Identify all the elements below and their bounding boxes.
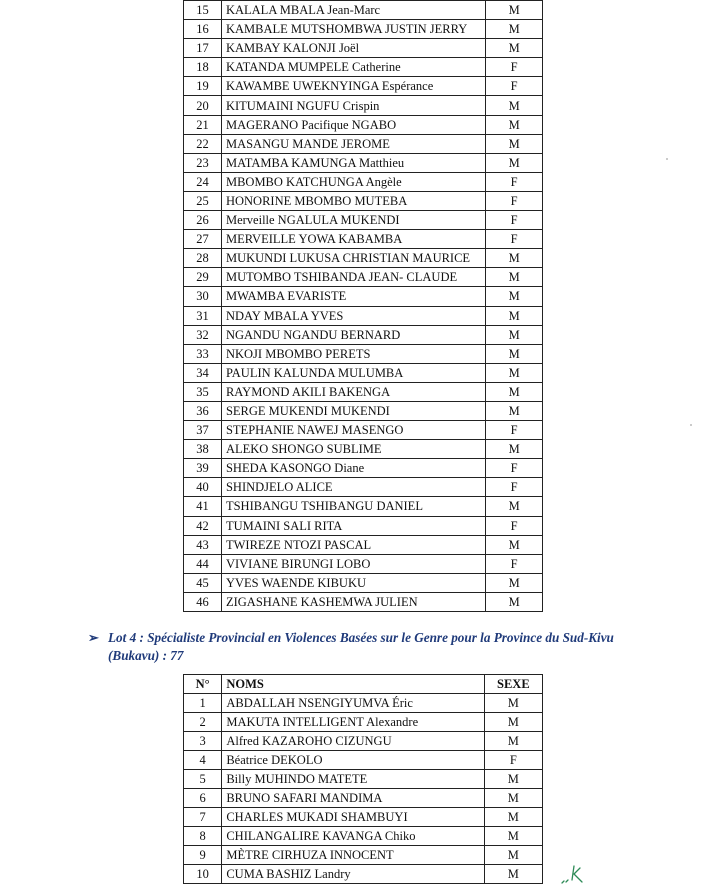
signature-icon bbox=[558, 852, 598, 884]
row-sex: M bbox=[484, 694, 542, 713]
table-row bbox=[184, 96, 543, 115]
table-row bbox=[184, 77, 543, 96]
header-names: NOMS bbox=[222, 675, 484, 694]
arrow-bullet-icon: ➢ bbox=[88, 630, 100, 645]
row-sex: M bbox=[486, 1, 543, 20]
row-sex: M bbox=[486, 363, 543, 382]
row-number: 36 bbox=[184, 401, 222, 420]
row-number: 37 bbox=[184, 421, 222, 440]
row-sex: F bbox=[486, 459, 543, 478]
row-name: NDAY MBALA YVES bbox=[221, 306, 485, 325]
header-row bbox=[184, 675, 543, 694]
table-row bbox=[184, 363, 543, 382]
row-number: 38 bbox=[184, 440, 222, 459]
row-sex: M bbox=[484, 732, 542, 751]
row-number: 43 bbox=[184, 535, 222, 554]
row-name: MBOMBO KATCHUNGA Angèle bbox=[221, 172, 485, 191]
row-sex: M bbox=[486, 344, 543, 363]
row-name: Merveille NGALULA MUKENDI bbox=[221, 211, 485, 230]
table-row bbox=[184, 268, 543, 287]
table-row bbox=[184, 554, 543, 573]
table-row bbox=[184, 592, 543, 611]
row-name: KALALA MBALA Jean-Marc bbox=[221, 1, 485, 20]
row-number: 21 bbox=[184, 115, 222, 134]
row-name: MÈTRE CIRHUZA INNOCENT bbox=[222, 846, 484, 865]
table-row bbox=[184, 20, 543, 39]
row-name: NKOJI MBOMBO PERETS bbox=[221, 344, 485, 363]
table-row bbox=[184, 211, 543, 230]
row-name: CHILANGALIRE KAVANGA Chiko bbox=[222, 827, 484, 846]
row-number: 15 bbox=[184, 1, 222, 20]
row-number: 29 bbox=[184, 268, 222, 287]
row-sex: F bbox=[486, 191, 543, 210]
row-name: ABDALLAH NSENGIYUMVA Éric bbox=[222, 694, 484, 713]
row-name: MATAMBA KAMUNGA Matthieu bbox=[221, 153, 485, 172]
row-name: KAMBAY KALONJI Joël bbox=[221, 39, 485, 58]
row-number: 41 bbox=[184, 497, 222, 516]
row-number: 7 bbox=[184, 808, 222, 827]
header-number: N° bbox=[184, 675, 222, 694]
table-row bbox=[184, 421, 543, 440]
row-name: BRUNO SAFARI MANDIMA bbox=[222, 789, 484, 808]
table-row bbox=[184, 1, 543, 20]
lot-4-title: Lot 4 : Spécialiste Provincial en Violences Basées sur le Genre pour la Province du Sud-Kivu bbox=[108, 630, 614, 645]
row-number: 16 bbox=[184, 20, 222, 39]
row-sex: M bbox=[484, 713, 542, 732]
row-name: HONORINE MBOMBO MUTEBA bbox=[221, 191, 485, 210]
table-row bbox=[184, 382, 543, 401]
row-name: KATANDA MUMPELE Catherine bbox=[221, 58, 485, 77]
row-name: Alfred KAZAROHO CIZUNGU bbox=[222, 732, 484, 751]
row-number: 18 bbox=[184, 58, 222, 77]
row-number: 32 bbox=[184, 325, 222, 344]
table-row bbox=[184, 865, 543, 884]
row-name: ALEKO SHONGO SUBLIME bbox=[221, 440, 485, 459]
row-number: 3 bbox=[184, 732, 222, 751]
row-sex: F bbox=[486, 516, 543, 535]
row-number: 39 bbox=[184, 459, 222, 478]
row-name: TWIREZE NTOZI PASCAL bbox=[221, 535, 485, 554]
table-row bbox=[184, 713, 543, 732]
scan-speck bbox=[690, 424, 692, 426]
scan-speck bbox=[666, 158, 668, 160]
row-name: Béatrice DEKOLO bbox=[222, 751, 484, 770]
table-row bbox=[184, 344, 543, 363]
row-number: 19 bbox=[184, 77, 222, 96]
row-sex: M bbox=[486, 134, 543, 153]
candidates-table-continued bbox=[183, 0, 543, 612]
row-sex: F bbox=[486, 478, 543, 497]
row-sex: M bbox=[484, 827, 542, 846]
row-sex: M bbox=[486, 39, 543, 58]
row-name: STEPHANIE NAWEJ MASENGO bbox=[221, 421, 485, 440]
header-sex: SEXE bbox=[484, 675, 542, 694]
row-sex: M bbox=[486, 115, 543, 134]
row-sex: F bbox=[486, 58, 543, 77]
row-sex: M bbox=[486, 592, 543, 611]
row-sex: M bbox=[486, 153, 543, 172]
row-sex: M bbox=[486, 20, 543, 39]
row-sex: M bbox=[484, 846, 542, 865]
table-body bbox=[184, 1, 543, 612]
row-sex: M bbox=[486, 535, 543, 554]
table-row bbox=[184, 478, 543, 497]
row-sex: M bbox=[486, 497, 543, 516]
row-number: 33 bbox=[184, 344, 222, 363]
table-row bbox=[184, 440, 543, 459]
row-number: 10 bbox=[184, 865, 222, 884]
row-name: MAKUTA INTELLIGENT Alexandre bbox=[222, 713, 484, 732]
row-number: 17 bbox=[184, 39, 222, 58]
row-number: 6 bbox=[184, 789, 222, 808]
table-row bbox=[184, 516, 543, 535]
row-sex: M bbox=[484, 865, 542, 884]
row-number: 22 bbox=[184, 134, 222, 153]
row-name: TUMAINI SALI RITA bbox=[221, 516, 485, 535]
table-row bbox=[184, 401, 543, 420]
table-row bbox=[184, 751, 543, 770]
row-number: 2 bbox=[184, 713, 222, 732]
row-name: CUMA BASHIZ Landry bbox=[222, 865, 484, 884]
lot-4-count: (Bukavu) : 77 bbox=[108, 648, 184, 663]
row-number: 4 bbox=[184, 751, 222, 770]
row-sex: M bbox=[486, 268, 543, 287]
table-row bbox=[184, 306, 543, 325]
row-number: 46 bbox=[184, 592, 222, 611]
table-row bbox=[184, 325, 543, 344]
row-number: 26 bbox=[184, 211, 222, 230]
row-number: 9 bbox=[184, 846, 222, 865]
row-number: 44 bbox=[184, 554, 222, 573]
row-sex: F bbox=[484, 751, 542, 770]
row-number: 45 bbox=[184, 573, 222, 592]
table-row bbox=[184, 827, 543, 846]
table-row bbox=[184, 249, 543, 268]
row-name: TSHIBANGU TSHIBANGU DANIEL bbox=[221, 497, 485, 516]
table-body bbox=[184, 694, 543, 884]
row-sex: M bbox=[486, 401, 543, 420]
row-name: Billy MUHINDO MATETE bbox=[222, 770, 484, 789]
row-number: 20 bbox=[184, 96, 222, 115]
table-row bbox=[184, 732, 543, 751]
row-sex: F bbox=[486, 230, 543, 249]
table-row bbox=[184, 287, 543, 306]
row-sex: F bbox=[486, 554, 543, 573]
table-row bbox=[184, 134, 543, 153]
row-name: VIVIANE BIRUNGI LOBO bbox=[221, 554, 485, 573]
table-header bbox=[184, 675, 543, 694]
row-sex: F bbox=[486, 172, 543, 191]
table-row bbox=[184, 459, 543, 478]
row-name: MAGERANO Pacifique NGABO bbox=[221, 115, 485, 134]
table-row bbox=[184, 694, 543, 713]
row-number: 35 bbox=[184, 382, 222, 401]
row-name: CHARLES MUKADI SHAMBUYI bbox=[222, 808, 484, 827]
table-row bbox=[184, 58, 543, 77]
table-row bbox=[184, 153, 543, 172]
lot-4-candidates-table bbox=[183, 674, 543, 884]
row-name: MERVEILLE YOWA KABAMBA bbox=[221, 230, 485, 249]
row-name: KAMBALE MUTSHOMBWA JUSTIN JERRY bbox=[221, 20, 485, 39]
row-sex: M bbox=[486, 440, 543, 459]
row-sex: M bbox=[486, 287, 543, 306]
row-sex: M bbox=[486, 96, 543, 115]
row-sex: M bbox=[484, 770, 542, 789]
row-number: 5 bbox=[184, 770, 222, 789]
table-row bbox=[184, 497, 543, 516]
row-sex: M bbox=[486, 382, 543, 401]
row-sex: M bbox=[486, 249, 543, 268]
row-sex: M bbox=[484, 808, 542, 827]
table-row bbox=[184, 39, 543, 58]
row-sex: F bbox=[486, 211, 543, 230]
row-name: KITUMAINI NGUFU Crispin bbox=[221, 96, 485, 115]
lot-4-heading bbox=[88, 629, 688, 665]
row-number: 8 bbox=[184, 827, 222, 846]
row-number: 28 bbox=[184, 249, 222, 268]
row-name: MUTOMBO TSHIBANDA JEAN- CLAUDE bbox=[221, 268, 485, 287]
row-name: KAWAMBE UWEKNYINGA Espérance bbox=[221, 77, 485, 96]
table-row bbox=[184, 230, 543, 249]
row-number: 34 bbox=[184, 363, 222, 382]
row-name: YVES WAENDE KIBUKU bbox=[221, 573, 485, 592]
table-row bbox=[184, 535, 543, 554]
table-row bbox=[184, 573, 543, 592]
row-name: SHEDA KASONGO Diane bbox=[221, 459, 485, 478]
row-name: ZIGASHANE KASHEMWA JULIEN bbox=[221, 592, 485, 611]
row-sex: M bbox=[484, 789, 542, 808]
table-row bbox=[184, 770, 543, 789]
row-name: PAULIN KALUNDA MULUMBA bbox=[221, 363, 485, 382]
row-sex: F bbox=[486, 77, 543, 96]
row-number: 27 bbox=[184, 230, 222, 249]
row-number: 42 bbox=[184, 516, 222, 535]
row-number: 31 bbox=[184, 306, 222, 325]
row-number: 30 bbox=[184, 287, 222, 306]
row-number: 25 bbox=[184, 191, 222, 210]
row-name: MWAMBA EVARISTE bbox=[221, 287, 485, 306]
table-row bbox=[184, 808, 543, 827]
row-name: MUKUNDI LUKUSA CHRISTIAN MAURICE bbox=[221, 249, 485, 268]
row-number: 23 bbox=[184, 153, 222, 172]
row-sex: M bbox=[486, 573, 543, 592]
row-name: SHINDJELO ALICE bbox=[221, 478, 485, 497]
table-row bbox=[184, 191, 543, 210]
row-name: SERGE MUKENDI MUKENDI bbox=[221, 401, 485, 420]
row-sex: M bbox=[486, 325, 543, 344]
table-row bbox=[184, 789, 543, 808]
row-name: NGANDU NGANDU BERNARD bbox=[221, 325, 485, 344]
table-row bbox=[184, 172, 543, 191]
row-number: 1 bbox=[184, 694, 222, 713]
row-number: 40 bbox=[184, 478, 222, 497]
table-row bbox=[184, 846, 543, 865]
row-sex: F bbox=[486, 421, 543, 440]
row-sex: M bbox=[486, 306, 543, 325]
row-number: 24 bbox=[184, 172, 222, 191]
row-name: RAYMOND AKILI BAKENGA bbox=[221, 382, 485, 401]
row-name: MASANGU MANDE JEROME bbox=[221, 134, 485, 153]
table-row bbox=[184, 115, 543, 134]
